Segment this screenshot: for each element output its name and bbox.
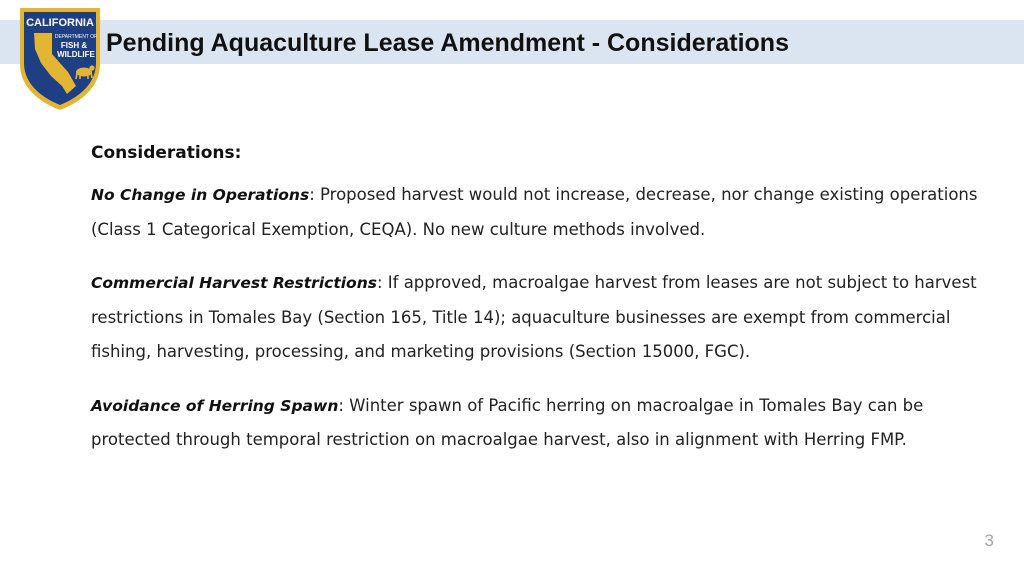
slide-title: Pending Aquaculture Lease Amendment - Considerations: [106, 29, 789, 57]
consideration-text: : If approved, macroalgae harvest from leases are not subject to harvest restrictions in Tomales Bay (Section 165, Title 14); aquaculture businesses are exempt from commercial fishing, harvesting, processing, and marketing provisions (Section 15000, FGC).: [91, 273, 977, 361]
page-number: 3: [984, 531, 994, 550]
consideration-item: [91, 266, 1001, 370]
consideration-heading: Avoidance of Herring Spawn: [91, 396, 339, 415]
logo-text-fish: FISH &: [60, 41, 88, 50]
logo-text-wildlife: WILDLIFE: [57, 50, 95, 59]
consideration-heading: Commercial Harvest Restrictions: [91, 274, 377, 292]
consideration-heading: No Change in Operations: [91, 186, 310, 204]
logo-text-california: CALIFORNIA: [26, 17, 94, 29]
logo-text-department: DEPARTMENT OF: [54, 34, 98, 40]
consideration-item: [91, 389, 1001, 458]
consideration-text: : Proposed harvest would not increase, decrease, nor change existing operations (Class 1 Categorical Exemption, CEQA). No new culture methods involved.: [91, 185, 978, 239]
considerations-content: [91, 138, 1001, 477]
consideration-text: : Winter spawn of Pacific herring on macroalgae in Tomales Bay can be protected through temporal restriction on macroalgae harvest, also in alignment with Herring FMP.: [91, 395, 924, 449]
cdfw-logo: [18, 6, 102, 112]
considerations-heading: Considerations:: [91, 143, 242, 163]
consideration-item: [91, 178, 1001, 247]
